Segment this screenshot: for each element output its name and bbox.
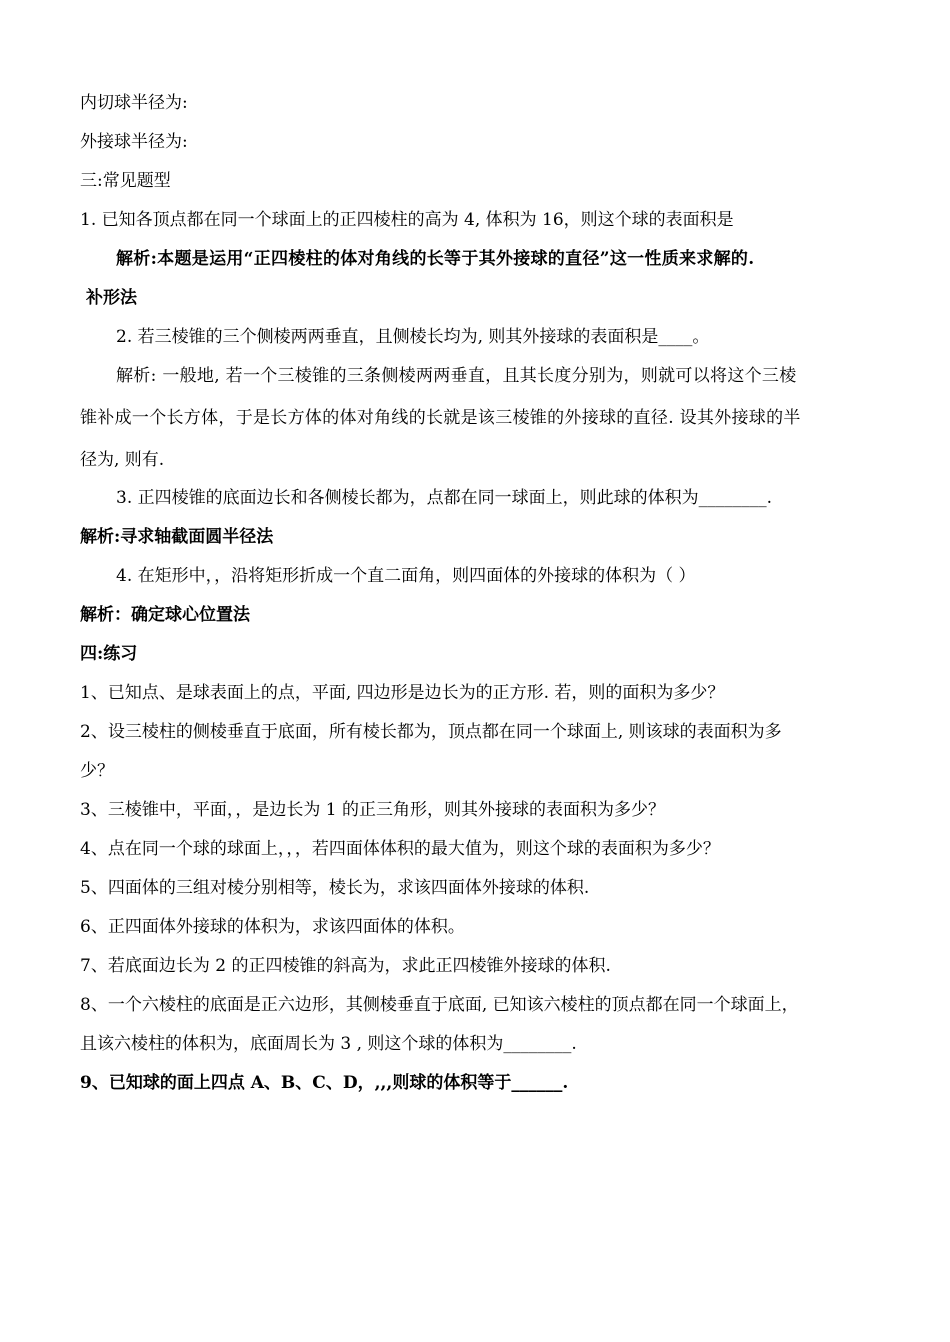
- section-heading-common-types: 三:常见题型: [80, 171, 171, 191]
- practice-1: 1、已知点、是球表面上的点，平面, 四边形是边长为的正方形. 若，则的面积为多少？: [80, 683, 725, 703]
- method-heading-sphere-center: 解析：确定球心位置法: [80, 605, 250, 625]
- practice-2-line-2: 少？: [80, 761, 114, 781]
- section-heading-practice: 四:练习: [80, 644, 138, 664]
- problem-4: 4. 在矩形中，，沿将矩形折成一个直二面角，则四面体的外接球的体积为（ ）: [116, 566, 696, 586]
- practice-8-line-2: 且该六棱柱的体积为，底面周长为 3 , 则这个球的体积为________.: [80, 1034, 577, 1054]
- practice-4: 4、点在同一个球的球面上，，，若四面体体积的最大值为，则这个球的表面积为多少？: [80, 839, 720, 859]
- practice-7: 7、若底面边长为 2 的正四棱锥的斜高为，求此正四棱锥外接球的体积.: [80, 956, 611, 976]
- practice-2-line-1: 2、设三棱柱的侧棱垂直于底面，所有棱长都为，顶点都在同一个球面上, 则该球的表面积为多: [80, 722, 782, 742]
- practice-8-line-1: 8、一个六棱柱的底面是正六边形，其侧棱垂直于底面, 已知该六棱柱的顶点都在同一个球面上，: [80, 995, 799, 1015]
- practice-9: 9、已知球的面上四点 A、B、C、D，,,,则球的体积等于______.: [80, 1073, 569, 1093]
- problem-1-analysis: 解析:本题是运用“正四棱柱的体对角线的长等于其外接球的直径”这一性质来求解的.: [116, 249, 755, 269]
- problem-1: 1. 已知各顶点都在同一个球面上的正四棱柱的高为 4, 体积为 16，则这个球的表面积是: [80, 210, 734, 230]
- circumscribed-radius-line: 外接球半径为:: [80, 132, 188, 152]
- practice-5: 5、四面体的三组对棱分别相等，棱长为，求该四面体外接球的体积.: [80, 878, 590, 898]
- problem-3: 3. 正四棱锥的底面边长和各侧棱长都为，点都在同一球面上，则此球的体积为________.: [116, 488, 773, 508]
- practice-6: 6、正四面体外接球的体积为，求该四面体的体积。: [80, 917, 465, 937]
- problem-2-analysis-line-1: 解析: 一般地, 若一个三棱锥的三条侧棱两两垂直，且其长度分别为，则就可以将这个三棱: [116, 366, 797, 386]
- inscribed-radius-line: 内切球半径为:: [80, 93, 188, 113]
- problem-2: 2. 若三棱锥的三个侧棱两两垂直，且侧棱长均为, 则其外接球的表面积是____。: [116, 327, 710, 347]
- problem-2-analysis-line-2: 锥补成一个长方体，于是长方体的体对角线的长就是该三棱锥的外接球的直径. 设其外接球的半: [80, 408, 801, 428]
- method-heading-axial-section: 解析:寻求轴截面圆半径法: [80, 527, 274, 547]
- practice-3: 3、三棱锥中，平面，，是边长为 1 的正三角形，则其外接球的表面积为多少？: [80, 800, 665, 820]
- method-heading-complement: 补形法: [86, 288, 137, 308]
- problem-2-analysis-line-3: 径为, 则有.: [80, 450, 165, 470]
